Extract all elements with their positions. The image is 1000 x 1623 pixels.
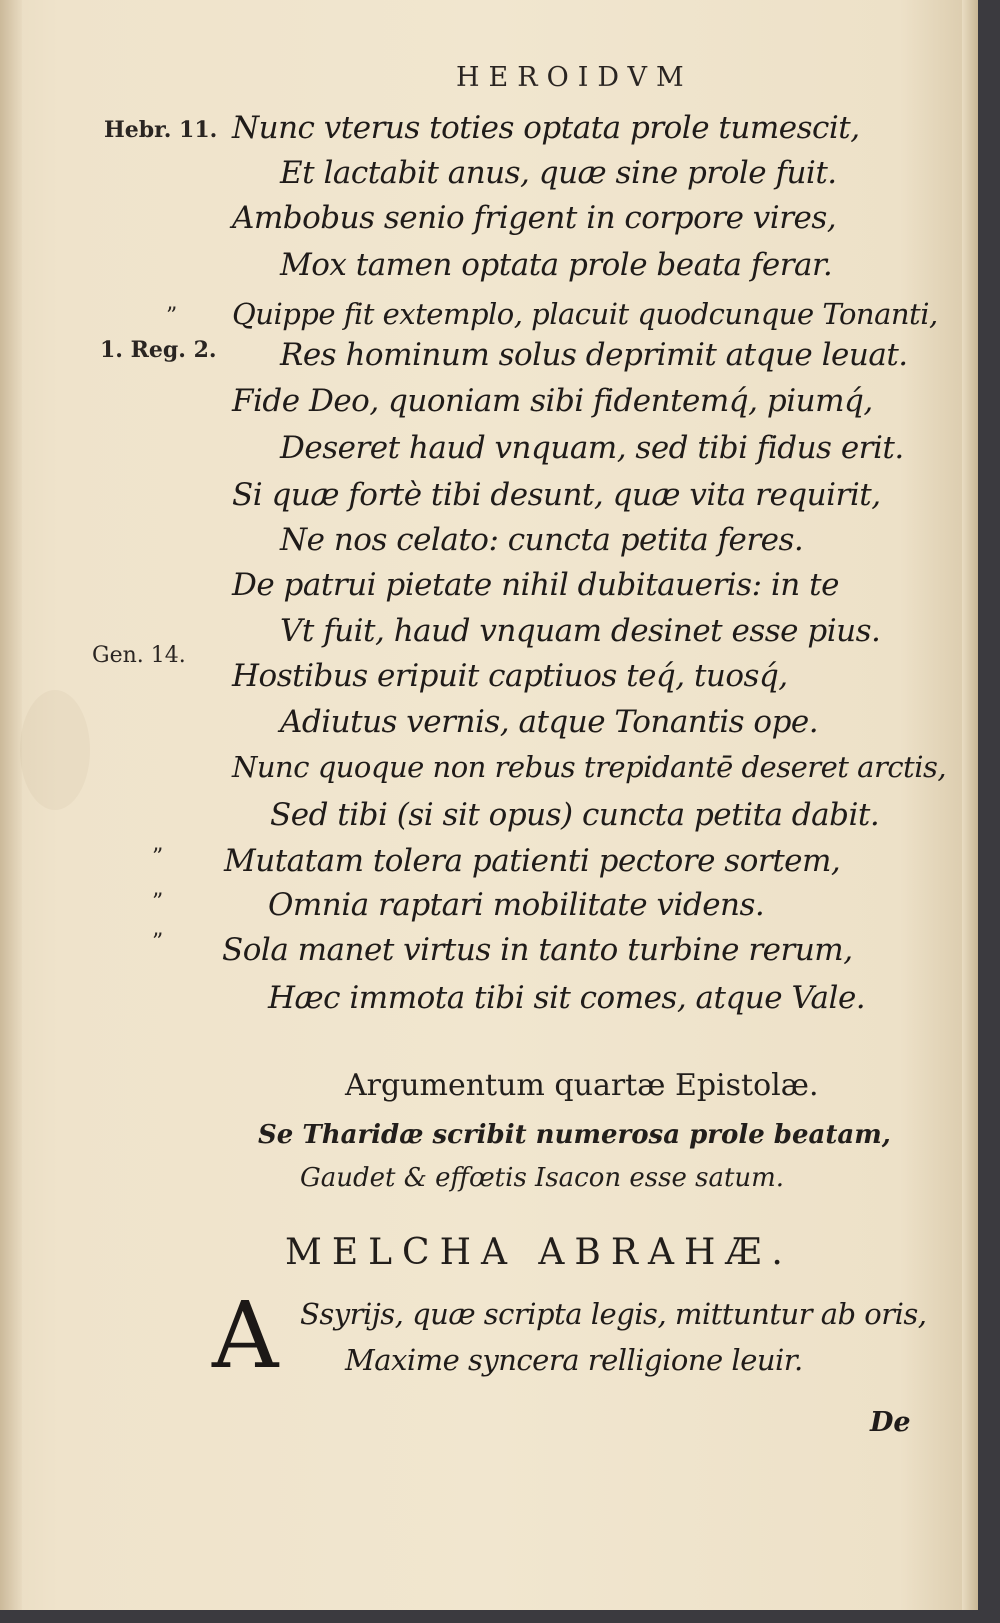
verse-line: Ne nos celato: cuncta petita feres. bbox=[280, 522, 804, 558]
catchword: De bbox=[870, 1407, 911, 1438]
verse-line: Hæc immota tibi sit comes, atque Vale. bbox=[268, 980, 866, 1016]
margin-note-gen: Gen. 14. bbox=[92, 643, 186, 668]
verse-line: Fide Deo, quoniam sibi fidentemq́, piumq́, bbox=[232, 383, 873, 419]
sententia-mark: ” bbox=[152, 890, 164, 915]
argument-line: Gaudet & effœtis Isacon esse satum. bbox=[300, 1163, 785, 1193]
verse-line: Sola manet virtus in tanto turbine rerum, bbox=[222, 932, 853, 968]
verse-line: Vt fuit, haud vnquam desinet esse pius. bbox=[280, 613, 881, 649]
verse-line: Et lactabit anus, quæ sine prole fuit. bbox=[280, 155, 837, 191]
sententia-mark: ” bbox=[152, 930, 164, 955]
verse-line: Deseret haud vnquam, sed tibi fidus erit. bbox=[280, 430, 904, 466]
verse-line: Adiutus vernis, atque Tonantis ope. bbox=[280, 704, 819, 740]
margin-note-reg: 1. Reg. 2. bbox=[100, 337, 217, 363]
verse-line: Sed tibi (si sit opus) cuncta petita dabit. bbox=[270, 797, 880, 833]
verse-line: Nunc quoque non rebus trepidantē deseret arctis, bbox=[232, 750, 947, 784]
page-gutter bbox=[0, 0, 22, 1610]
verse-line: Quippe fit extemplo, placuit quodcunque Tonanti, bbox=[232, 297, 938, 331]
paper-stain bbox=[20, 690, 90, 810]
drop-capital: A bbox=[212, 1282, 279, 1389]
verse-line: Si quæ fortè tibi desunt, quæ vita requirit, bbox=[232, 477, 881, 513]
verse-line: Nunc vterus toties optata prole tumescit, bbox=[232, 110, 860, 146]
margin-note-hebr: Hebr. 11. bbox=[104, 117, 218, 143]
opening-line: Maxime syncera relligione leuir. bbox=[345, 1343, 803, 1377]
sententia-mark: ” bbox=[166, 304, 178, 329]
epistle-title: MELCHA ABRAHÆ. bbox=[285, 1232, 793, 1273]
verse-line: Omnia raptari mobilitate videns. bbox=[268, 887, 765, 923]
running-head: HEROIDVM bbox=[456, 62, 693, 93]
verse-line: De patrui pietate nihil dubitaueris: in te bbox=[232, 567, 839, 603]
argument-line: Se Tharidæ scribit numerosa prole beatam, bbox=[258, 1120, 891, 1150]
page-edge bbox=[962, 0, 978, 1610]
verse-line: Mox tamen optata prole beata ferar. bbox=[280, 247, 833, 283]
verse-line: Res hominum solus deprimit atque leuat. bbox=[280, 337, 908, 373]
opening-line: Ssyrijs, quæ scripta legis, mittuntur ab oris, bbox=[300, 1297, 927, 1331]
verse-line: Ambobus senio frigent in corpore vires, bbox=[232, 200, 837, 236]
argument-title: Argumentum quartæ Epistolæ. bbox=[345, 1068, 819, 1103]
sententia-mark: ” bbox=[152, 845, 164, 870]
verse-line: Hostibus eripuit captiuos teq́, tuosq́, bbox=[232, 658, 788, 694]
verse-line: Mutatam tolera patienti pectore sortem, bbox=[224, 843, 841, 879]
